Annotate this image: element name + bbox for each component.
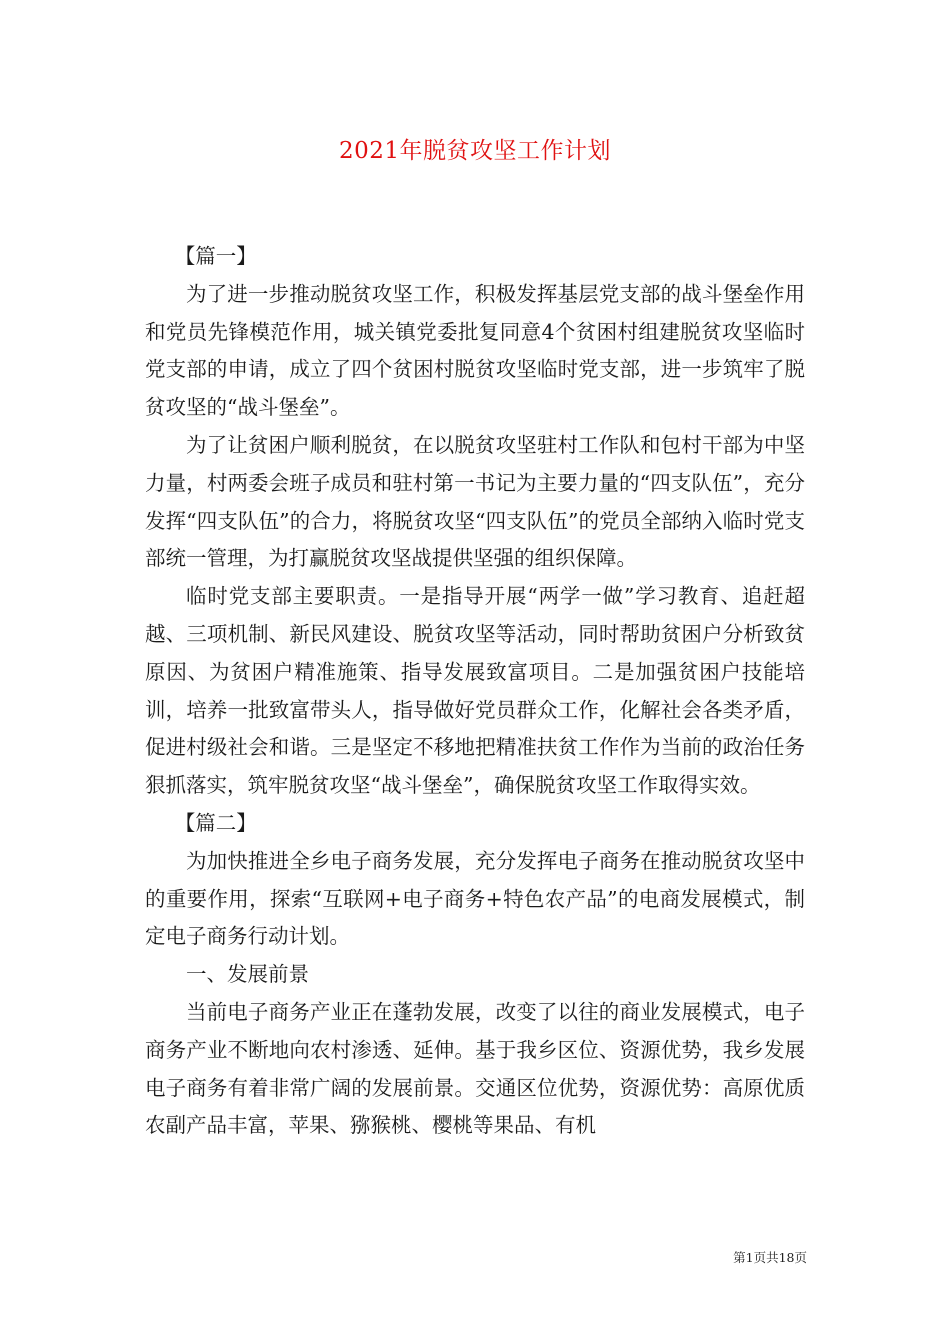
paragraph: 当前电子商务产业正在蓬勃发展，改变了以往的商业发展模式，电子商务产业不断地向农村渗透、延伸。基于我乡区位、资源优势，我乡发展电子商务有着非常广阔的发展前景。交通区位优势，资源优势：高原优质农副产品丰富，苹果、猕猴桃、樱桃等果品、有机 — [145, 999, 805, 1138]
document-body — [145, 238, 805, 1145]
section-heading-2: 【篇二】 — [174, 810, 257, 835]
document-title: 2021年脱贫攻坚工作计划 — [338, 138, 612, 164]
paragraph: 临时党支部主要职责。一是指导开展“两学一做”学习教育、追赶超越、三项机制、新民风建设、脱贫攻坚等活动，同时帮助贫困户分析致贫原因、为贫困户精准施策、指导发展致富项目。二是加强贫困户技能培训，培养一批致富带头人，指导做好党员群众工作，化解社会各类矛盾，促进村级社会和谐。三是坚定不移地把精准扶贫工作作为当前的政治任务狠抓落实，筑牢脱贫攻坚“战斗堡垒”，确保脱贫攻坚工作取得实效。 — [145, 584, 805, 798]
page-number: 第1页共18页 — [733, 1250, 807, 1265]
section-heading-1: 【篇一】 — [174, 244, 257, 268]
paragraph: 为了进一步推动脱贫攻坚工作，积极发挥基层党支部的战斗堡垒作用和党员先锋模范作用，城关镇党委批复同意4个贫困村组建脱贫攻坚临时党支部的申请，成立了四个贫困村脱贫攻坚临时党支部，进一步筑牢了脱贫攻坚的“战斗堡垒”。 — [145, 281, 805, 420]
subsection-heading: 一、发展前景 — [186, 962, 309, 987]
paragraph: 为加快推进全乡电子商务发展，充分发挥电子商务在推动脱贫攻坚中的重要作用，探索“互联网+电子商务+特色农产品”的电商发展模式，制定电子商务行动计划。 — [145, 848, 805, 949]
paragraph: 为了让贫困户顺利脱贫，在以脱贫攻坚驻村工作队和包村干部为中坚力量，村两委会班子成员和驻村第一书记为主要力量的“四支队伍”，充分发挥“四支队伍”的合力，将脱贫攻坚“四支队伍”的党员全部纳入临时党支部统一管理，为打赢脱贫攻坚战提供坚强的组织保障。 — [145, 432, 805, 571]
